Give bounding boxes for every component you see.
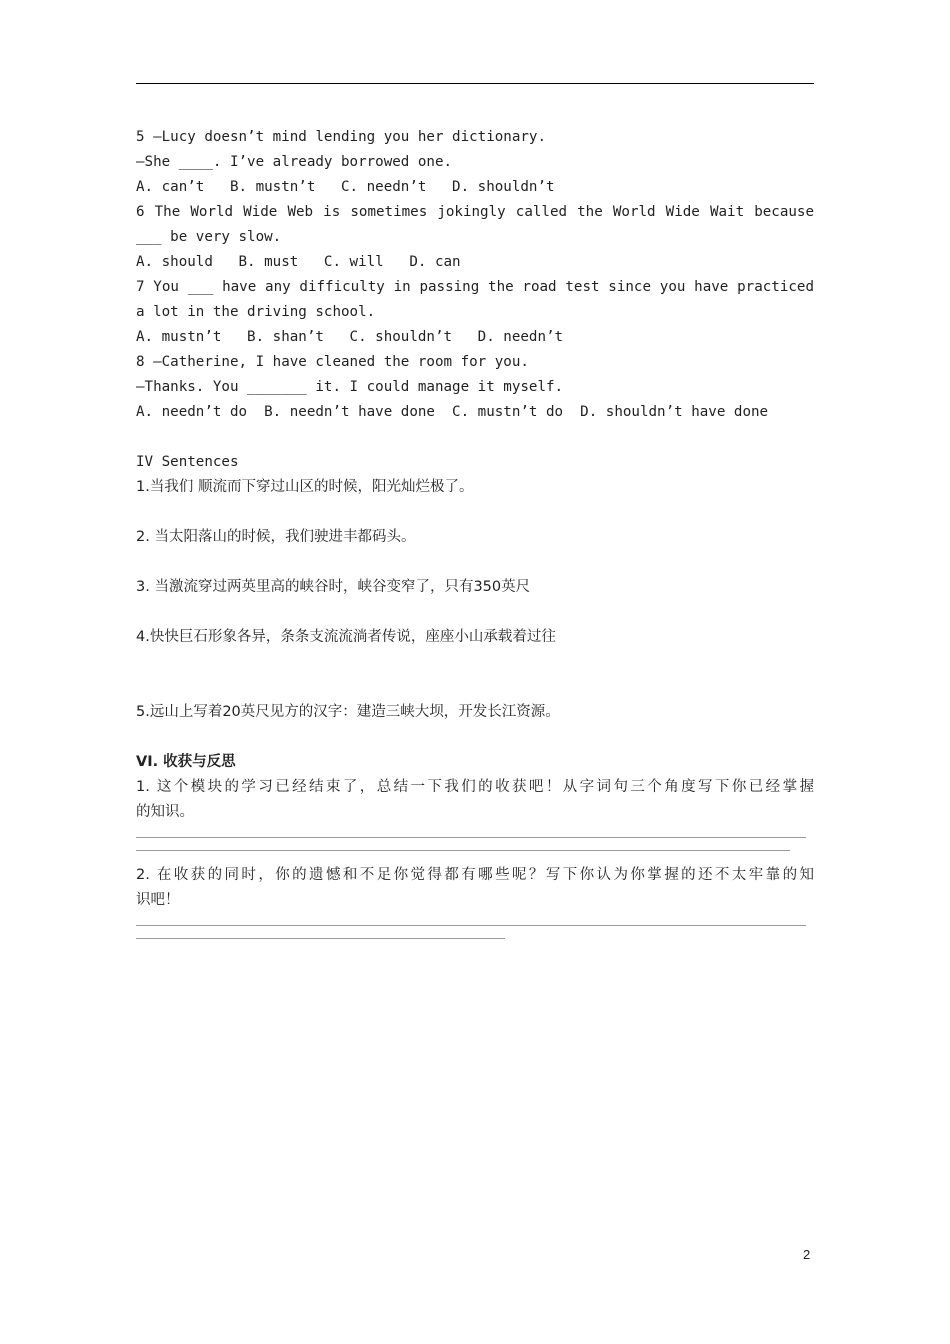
answer-line[interactable] — [136, 938, 505, 939]
q8-line2: —Thanks. You _______ it. I could manage it myself. — [136, 379, 564, 395]
reflection-q1-line1: 1. 这个模块的学习已经结束了，总结一下我们的收获吧！从字词句三个角度写下你已经掌握 — [136, 779, 814, 795]
sentence-3: 3. 当激流穿过两英里高的峡谷时，峡谷变窄了，只有350英尺 — [136, 579, 531, 595]
reflection-q2-line1: 2. 在收获的同时，你的遗憾和不足你觉得都有哪些呢？写下你认为你掌握的还不太牢靠的知 — [136, 867, 814, 883]
sentence-5: 5.远山上写着20英尺见方的汉字：建造三峡大坝，开发长江资源。 — [136, 704, 560, 720]
sentence-2: 2. 当太阳落山的时候，我们驶进丰都码头。 — [136, 529, 416, 545]
reflection-heading: VI. 收获与反思 — [136, 754, 236, 770]
sentences-heading: IV Sentences — [136, 454, 239, 470]
q6-line1: 6 The World Wide Web is sometimes jokingly called the World Wide Wait because — [136, 204, 814, 220]
answer-line[interactable] — [136, 850, 790, 851]
q5-options: A. can’t B. mustn’t C. needn’t D. shouldn’t — [136, 179, 555, 195]
answer-line[interactable] — [136, 837, 806, 838]
q6-line2: ___ be very slow. — [136, 229, 282, 245]
q5-line2: —She ____. I’ve already borrowed one. — [136, 154, 453, 170]
q6-options: A. should B. must C. will D. can — [136, 254, 461, 270]
header-rule — [136, 83, 814, 84]
sentence-4: 4.快快巨石形象各异，条条支流流淌者传说，座座小山承载着过往 — [136, 629, 556, 645]
q7-line1: 7 You ___ have any difficulty in passing the road test since you have practiced — [136, 279, 814, 295]
q8-options: A. needn’t do B. needn’t have done C. mustn’t do D. shouldn’t have done — [136, 404, 769, 420]
reflection-q2-line2: 识吧！ — [136, 892, 180, 908]
reflection-q1-line2: 的知识。 — [136, 804, 194, 820]
page-number: 2 — [803, 1247, 811, 1262]
page-content — [136, 125, 814, 951]
answer-line[interactable] — [136, 925, 806, 926]
sentence-1: 1.当我们 顺流而下穿过山区的时候，阳光灿烂极了。 — [136, 479, 474, 495]
q5-line1: 5 —Lucy doesn’t mind lending you her dictionary. — [136, 129, 546, 145]
q7-options: A. mustn’t B. shan’t C. shouldn’t D. needn’t — [136, 329, 564, 345]
q7-line2: a lot in the driving school. — [136, 304, 376, 320]
q8-line1: 8 —Catherine, I have cleaned the room for you. — [136, 354, 529, 370]
